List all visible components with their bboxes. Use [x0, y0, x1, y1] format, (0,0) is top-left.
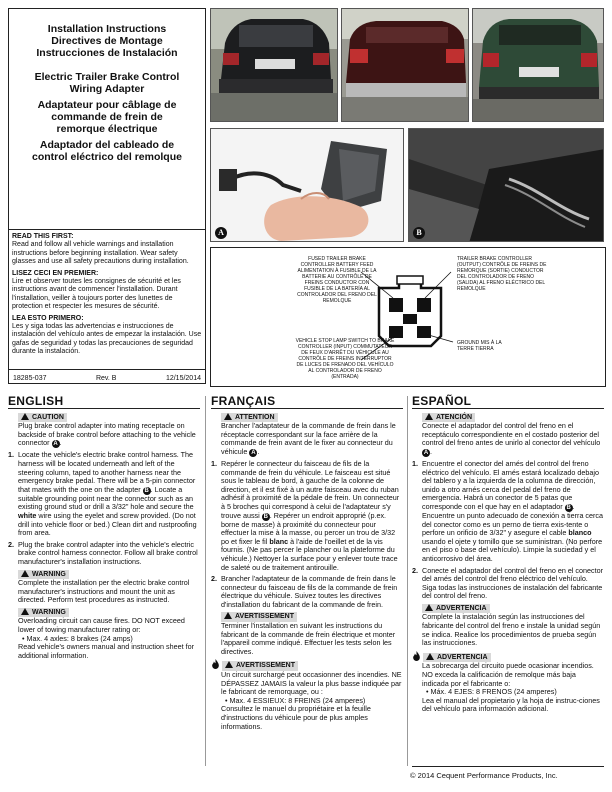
label-battery-feed: FUSED TRAILER BRAKE CONTROLLER BATTERY FEED ALIMENTATION À FUSIBLE DE LA BATTERIE AU CONTRÔLE DE FREINS CONDUCTOR CON FUSIBLE DE LA BATERÍA AL CONTROLADOR DEL FRENO DEL REMOLQUE: [297, 256, 377, 304]
divider: [9, 229, 205, 230]
title-en: Installation Instructions: [47, 23, 167, 35]
warning-triangle-icon: [225, 661, 233, 668]
warning-label: ADVERTENCIA: [422, 604, 490, 614]
step-2: 2. Plug the brake control adapter into the vehicle's electric brake control harness connector. Follow all brake control manufacturer's installation instructions.: [8, 539, 198, 566]
doc-date: 12/15/2014: [165, 375, 201, 382]
column-divider: [407, 396, 408, 766]
french-column: [211, 394, 403, 734]
caution-text: Conecte el adaptador del control del freno en el receptáculo correspondiente en el costado posterior del control del freno antes de unirlo al conector del vehículo A .: [422, 421, 601, 456]
warning-label: AVERTISSEMENT: [221, 612, 297, 622]
product-name-en: Electric Trailer Brake Control Wiring Adapter: [34, 71, 180, 95]
warning-text: La sobrecarga del circuito puede ocasionar incendios. NO exceda la calificación de remolque más baja indicada por el fabricante o: • Máx. 4 EJES: 8 FRENOS (24 amperes) Lea el manual del propietario y la hoja de instruc-ciones del vehículo para información adicional.: [422, 661, 600, 714]
warning-triangle-icon: [224, 612, 232, 619]
label-controller-output: TRAILER BRAKE CONTROLLER (OUTPUT) CONTRÔLE DE FREINS DE REMORQUE (SORTIE) CONDUCTOR DEL CONTROLADOR DE FRENO (SALIDA) AL FRENO ELÉCTRICO DEL REMOLQUE: [457, 256, 547, 292]
warning-text: Complete the installation per the electric brake control manufacturer's instructions and mount the unit as directed. Perform test procedures as instructed.: [18, 578, 190, 605]
warning-label: WARNING: [18, 570, 69, 580]
caution-label: ATTENTION: [221, 413, 278, 423]
footer-rule: [412, 766, 604, 767]
ref-badge-icon: A: [53, 441, 58, 448]
ref-badge-icon: A: [423, 449, 429, 456]
label-ground: GROUND MIS À LA TERRE TIERRA: [457, 340, 502, 352]
vehicle-photo-3: [472, 8, 604, 122]
warning-triangle-icon: [21, 413, 29, 420]
read-first-fr: LISEZ CECI EN PREMIER: Lire et observer toutes les consignes de sécurité et les instructions avant de commencer l'installation. Durant l'installation, veiller à toujours porter des lunettes de protection et respecter les mesures de sécurité.: [12, 269, 181, 311]
step-1: 1. Repérer le connecteur du faisceau de fils de la commande de frein du véhicule. Le faisceau est situé sous le tableau de bord, à gauche de la colonne de direction, et il est fixé à un autre faisceau avec du ruban adhésif à proximité de la pédale de frein. Un connecteur à 5 broches qui correspond à celui de l'adaptateur s'y trouve aussi B . Repérer un endroit approprié (p.ex. borne de masse) à proximité du connecteur pour effectuer la mise à la masse, ou percer un trou de 3/32 po et fixer le fil blanc à l'aide de l'oeillet et de la vis fournis. (Ne pas percer le plancher ou la plateforme du véhicule.) Nettoyer la surface pour y enlever toute trace de saleté ou de traitement antirouille.: [211, 458, 400, 572]
read-first-es: LEA ESTO PRIMERO: Les y siga todas las advertencias e instrucciones de instalación del vehículo antes de empezar la instalación. Use gafas de seguridad y todas las precauciones de seguridad durante la instalación.: [12, 314, 202, 356]
english-heading: ENGLISH: [8, 394, 64, 408]
under-dash-photo: [408, 128, 604, 242]
fire-icon: [412, 651, 421, 661]
title-es: Instrucciones de Instalación: [36, 47, 178, 59]
warning-label: AVERTISSEMENT: [222, 661, 298, 671]
doc-info: [13, 375, 201, 382]
spanish-heading: ESPAÑOL: [412, 394, 472, 408]
step-2: 2. Conecte el adaptador del control del freno en el conector del arnés del control del freno eléctrico del vehículo. Siga todas las instrucciones de instalación del fabricante del control del freno.: [412, 565, 604, 601]
warning-triangle-icon: [425, 604, 433, 611]
wiring-diagram: [210, 247, 606, 387]
english-column: [8, 394, 200, 663]
ref-badge-icon: B: [144, 487, 149, 494]
title-block: [9, 23, 205, 59]
caution-text: Plug brake control adapter into mating receptacle on backside of brake control before attaching to the vehicle connector A .: [18, 421, 196, 448]
warning-triangle-icon: [425, 413, 433, 420]
read-first-en: READ THIS FIRST: Read and follow all vehicle warnings and installation instructions before beginning installation. Wear safety glasses and use all safety precautions during installation.: [12, 233, 189, 266]
step-2: 2. Brancher l'adaptateur de la commande de frein dans le connecteur du faisceau de fils de la commande de frein électrique du véhicule. Suivez toutes les directives d'installation du fabricant de la commande de frein.: [211, 574, 398, 609]
label-stop-lamp-switch: VEHICLE STOP LAMP SWITCH TO BRAKE CONTROLLER (INPUT) COMMUTATEUR DE FEUX D'ARRÊT DU VÉHICULE AU CONTRÔLE DE FREINS INTERRUPTOR DE LUCES DE FRENADO DEL VEHÍCULO AL CONTROLADOR DE FRENO (ENTRADA): [295, 338, 395, 380]
ref-badge-icon: B: [263, 513, 268, 520]
column-divider: [205, 396, 206, 766]
vehicle-photo-2: [341, 8, 469, 122]
vehicle-photo-1: [210, 8, 338, 122]
title-fr: Directives de Montage: [51, 35, 163, 47]
ref-badge-icon: A: [251, 449, 256, 456]
divider: [9, 369, 205, 370]
step-1: 1. Encuentre el conector del arnés del control del freno eléctrico del vehículo. El arnés estará localizado debajo del tablero y a la izquierda de la columna de dirección, unido a otro arnés cerca del pedal del freno de emergencia. Habrá un conector de 5 patas que corresponde con el que hay en el adaptador B . Encuentre un punto adecuado de conexión a tierra cerca del conector como es un perno de tierra exis-tente o perfore un orificio de 3/32" y asegure el cable blanco usando el ojete y tornillo que se suministran. (No perfore en el piso o base del vehículo). Limpie la suciedad y el anticorrosivo del área.: [412, 458, 604, 563]
warning-triangle-icon: [426, 653, 434, 660]
read-first-block: [12, 233, 202, 360]
warning-text: Overloading circuit can cause fires. DO NOT exceed lower of towing manufacturer rating or: • Max. 4 axles: 8 brakes (24 amps) Read vehicle's owners manual and instruction sheet for additional information.: [18, 616, 194, 660]
warning-label: ADVERTENCIA: [423, 653, 491, 663]
warning-text: Terminer l'installation en suivant les instructions du fabricant de la commande de frein électrique et monter l'appareil comme indiqué. Effectuer les tests selon les directives.: [221, 621, 396, 656]
doc-revision: Rev. B: [95, 375, 117, 382]
fire-icon: [211, 659, 220, 669]
cover-panel: [8, 8, 206, 384]
adapter-photo: [210, 128, 404, 242]
warning-text: Un circuit surchargé peut occasionner des incendies. NE DÉPASSEZ JAMAIS la valeur la plus basse indiquée par le fabricant de remorquage, ou : • Max. 4 ESSIEUX: 8 FREINS (24 amperes) Consultez le manuel du propriétaire et la feuille d'instructions du véhicule pour de plus amples informations.: [221, 670, 402, 731]
warning-triangle-icon: [21, 608, 29, 615]
caution-label: CAUTION: [18, 413, 67, 423]
warning-triangle-icon: [224, 413, 232, 420]
warning-label: WARNING: [18, 608, 69, 618]
badge-a: A: [215, 227, 227, 239]
warning-triangle-icon: [21, 570, 29, 577]
product-name-fr: Adaptateur pour câblage de commande de frein de remorque électrique: [37, 99, 177, 135]
step-1: 1. Locate the vehicle's electric brake control harness. The harness will be located underneath and left of the steering column, taped to another harness near the emergency brake pedal. There will be a 5-pin connector that mates with the one on the adapter B . Locate a suitable grounding point near the connector such as an existing ground stud or drill a 3/32" hole and secure the white wire using the eyelet and screw provided. (Do not drill into vehicle floor or bed.) Clean dirt and rustproofing from area.: [8, 450, 197, 538]
caution-text: Brancher l'adaptateur de la commande de frein dans le réceptacle correspondant sur la face arrière de la commande de frein avant de le fixer au connecteur du véhicule A .: [221, 421, 396, 456]
badge-b: B: [413, 227, 425, 239]
spanish-column: [412, 394, 604, 717]
french-heading: FRANÇAIS: [211, 394, 276, 408]
product-name-es: Adaptador del cableado de control eléctrico del remolque: [32, 139, 182, 163]
caution-label: ATENCIÓN: [422, 413, 475, 423]
warning-text: Complete la instalación según las instrucciones del fabricante del control del freno e instale la unidad según se indica. Realice los procedimientos de prueba según las instrucciones.: [422, 612, 601, 648]
copyright: © 2014 Cequent Performance Products, Inc.: [410, 771, 558, 780]
ref-badge-icon: B: [566, 504, 571, 511]
doc-number: 18285-037: [13, 375, 47, 382]
